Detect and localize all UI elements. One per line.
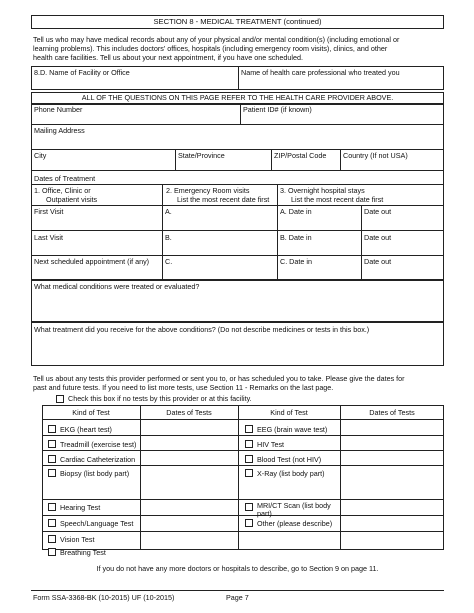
test-blood: Blood Test (not HIV): [257, 455, 322, 464]
no-tests-checkbox[interactable]: [56, 395, 64, 403]
er-b-label[interactable]: B.: [165, 233, 172, 242]
tests-intro-1: Tell us about any tests this provider performed or sent you to, or has scheduled you to take. Please give the dates for: [33, 374, 405, 383]
stay-c-date-in[interactable]: C. Date in: [280, 257, 312, 266]
banner: ALL OF THE QUESTIONS ON THIS PAGE REFER TO THE HEALTH CARE PROVIDER ABOVE.: [81, 93, 394, 102]
biopsy-checkbox[interactable]: [48, 469, 56, 477]
col1-line1: 1. Office, Clinic or: [34, 186, 91, 195]
test-hiv: HIV Test: [257, 440, 285, 449]
dates-header-left: Dates of Tests: [166, 408, 212, 417]
stay-c-date-out[interactable]: Date out: [364, 257, 392, 266]
eeg-checkbox[interactable]: [245, 425, 253, 433]
dates-header-right: Dates of Tests: [369, 408, 415, 417]
test-mri-line1: MRI/CT Scan (list body: [257, 501, 331, 510]
next-appt-label[interactable]: Next scheduled appointment (if any): [34, 257, 150, 266]
stay-a-date-in[interactable]: A. Date in: [280, 207, 312, 216]
no-tests-label: Check this box if no tests by this provider or at this facility.: [68, 394, 252, 403]
er-c-label[interactable]: C.: [165, 257, 173, 266]
intro-line-2: learning problems). This includes doctors' offices, hospitals (including emergency room visits), clinics, and other: [33, 44, 388, 53]
kind-header-left: Kind of Test: [72, 408, 110, 417]
stay-a-date-out[interactable]: Date out: [364, 207, 392, 216]
dates-treatment-label: Dates of Treatment: [34, 174, 96, 183]
state-label[interactable]: State/Province: [178, 151, 225, 160]
tests-intro-2: past and future tests. If you need to list more tests, use Section 11 - Remarks on the last page.: [33, 383, 334, 392]
facility-name-label: 8.D. Name of Facility or Office: [34, 68, 130, 77]
city-label[interactable]: City: [34, 151, 47, 160]
first-visit-label[interactable]: First Visit: [34, 207, 64, 216]
mri-checkbox[interactable]: [245, 503, 253, 511]
col2-line1: 2. Emergency Room visits: [166, 186, 250, 195]
test-speech: Speech/Language Test: [60, 519, 134, 528]
test-cardiac: Cardiac Catheterization: [60, 455, 136, 464]
stay-b-date-out[interactable]: Date out: [364, 233, 392, 242]
zip-label[interactable]: ZIP/Postal Code: [274, 151, 327, 160]
footer-note: If you do not have any more doctors or hospitals to describe, go to Section 9 on page 11.: [96, 564, 379, 573]
test-other: Other (please describe): [257, 519, 333, 528]
other-checkbox[interactable]: [245, 519, 253, 527]
er-a-label[interactable]: A.: [165, 207, 172, 216]
intro-line-1: Tell us who may have medical records about any of your physical and/or mental condition(s) (including emotional or: [33, 35, 400, 44]
hearing-checkbox[interactable]: [48, 503, 56, 511]
col2-line2: List the most recent date first: [177, 195, 270, 204]
treatment-question: What treatment did you receive for the above conditions? (Do not describe medicines or tests in this box.): [34, 325, 370, 334]
intro-line-3: health care facilities. Tell us about your next appointment, if you have one scheduled.: [33, 53, 303, 62]
treadmill-checkbox[interactable]: [48, 440, 56, 448]
conditions-question: What medical conditions were treated or evaluated?: [34, 282, 200, 291]
breathing-checkbox[interactable]: [48, 548, 56, 556]
country-label[interactable]: Country (If not USA): [343, 151, 408, 160]
test-ekg: EKG (heart test): [60, 425, 112, 434]
test-breathing: Breathing Test: [60, 548, 106, 557]
phone-label[interactable]: Phone Number: [34, 105, 83, 114]
professional-name-label: Name of health care professional who treated you: [241, 68, 400, 77]
form-id: Form SSA-3368-BK (10-2015) UF (10-2015): [33, 593, 175, 602]
speech-checkbox[interactable]: [48, 519, 56, 527]
blood-checkbox[interactable]: [245, 455, 253, 463]
test-eeg: EEG (brain wave test): [257, 425, 328, 434]
test-mri-line2: part): [257, 509, 272, 518]
col1-line2: Outpatient visits: [46, 195, 98, 204]
kind-header-right: Kind of Test: [270, 408, 308, 417]
last-visit-label[interactable]: Last Visit: [34, 233, 64, 242]
test-biopsy: Biopsy (list body part): [60, 469, 130, 478]
test-hearing: Hearing Test: [60, 503, 101, 512]
test-treadmill: Treadmill (exercise test): [60, 440, 137, 449]
col3-line1: 3. Overnight hospital stays: [280, 186, 365, 195]
col3-line2: List the most recent date first: [291, 195, 384, 204]
xray-checkbox[interactable]: [245, 469, 253, 477]
hiv-checkbox[interactable]: [245, 440, 253, 448]
stay-b-date-in[interactable]: B. Date in: [280, 233, 312, 242]
page-number: Page 7: [226, 593, 249, 602]
mailing-label[interactable]: Mailing Address: [34, 126, 85, 135]
patient-id-label[interactable]: Patient ID# (if known): [243, 105, 312, 114]
test-xray: X-Ray (list body part): [257, 469, 325, 478]
test-vision: Vision Test: [60, 535, 95, 544]
section-title: SECTION 8 - MEDICAL TREATMENT (continued): [153, 17, 322, 26]
ekg-checkbox[interactable]: [48, 425, 56, 433]
cardiac-checkbox[interactable]: [48, 455, 56, 463]
vision-checkbox[interactable]: [48, 535, 56, 543]
